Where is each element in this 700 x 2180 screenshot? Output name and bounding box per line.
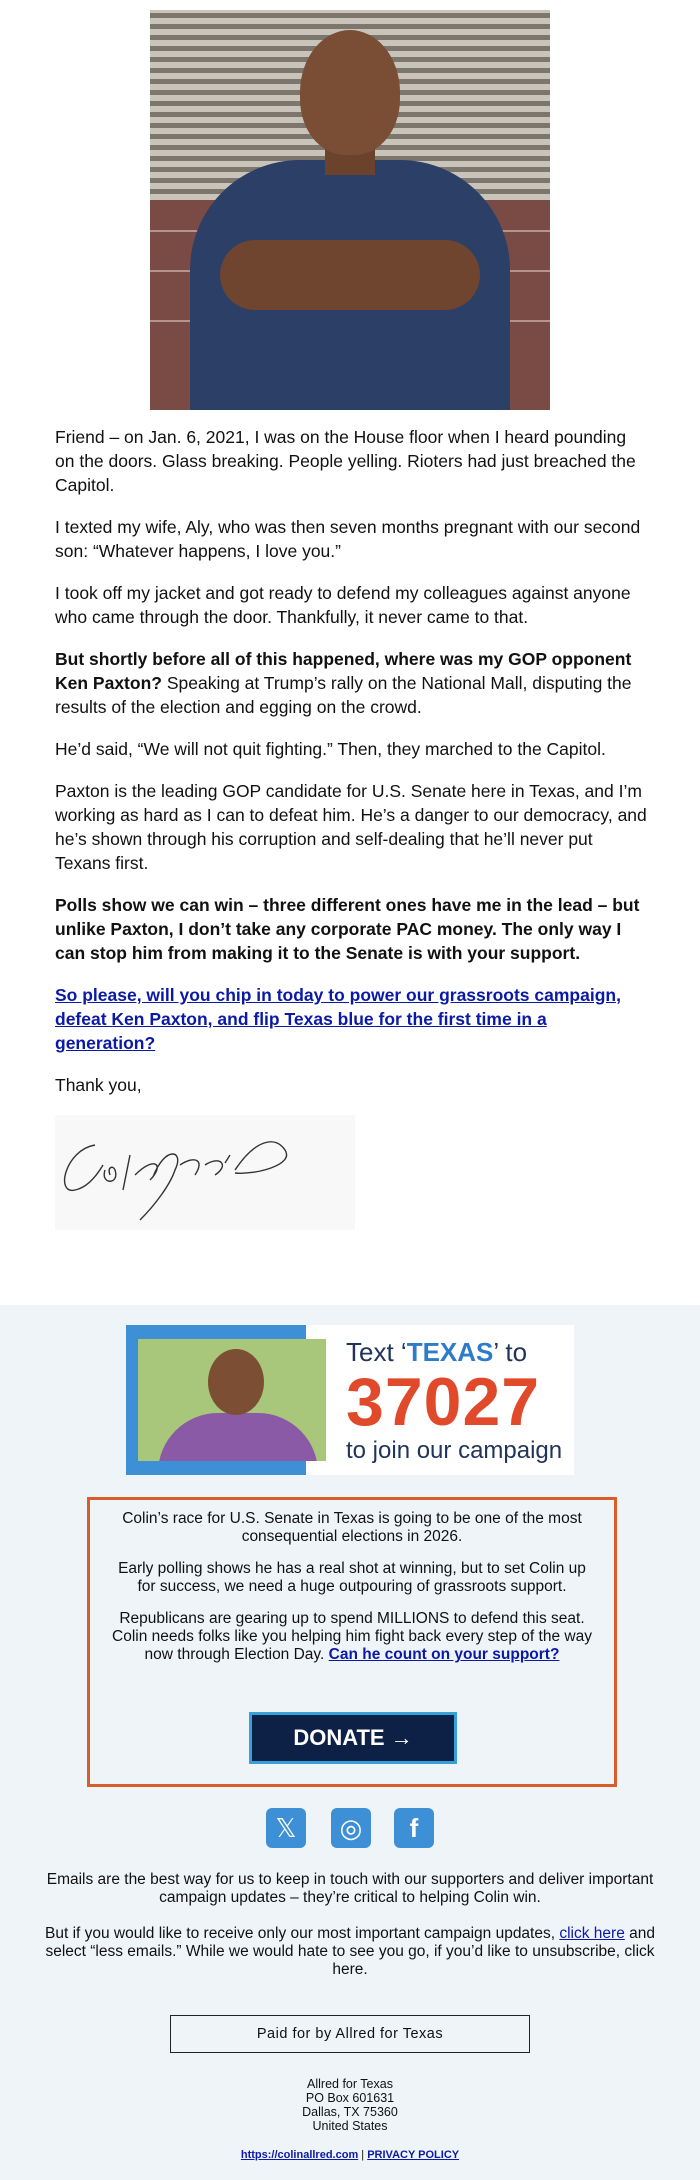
paragraph-text: Speaking at Trump’s rally on the National Mall, disputing the results of the election and egging on the crowd. bbox=[55, 673, 632, 717]
paragraph-text: I texted my wife, Aly, who was then seven months pregnant with our second son: “Whatever happens, I love you.” bbox=[55, 517, 641, 561]
text-to-join-banner[interactable] bbox=[126, 1325, 574, 1475]
paragraph-4 bbox=[55, 647, 647, 719]
address-line: Dallas, TX 75360 bbox=[302, 2105, 398, 2119]
closing: Thank you, bbox=[55, 1075, 142, 1095]
appeal-paragraph-1: Colin’s race for U.S. Senate in Texas is going to be one of the most consequential elections in 2026. bbox=[122, 1510, 582, 1545]
unsub-text-pre: But if you would like to receive only our most important campaign updates, bbox=[45, 1925, 560, 1942]
donate-button[interactable]: DONATE → bbox=[249, 1712, 457, 1764]
support-link[interactable]: Can he count on your support? bbox=[328, 1646, 560, 1663]
paragraph-text: I took off my jacket and got ready to defend my colleagues against anyone who came through the door. Thankfully, it never came to that. bbox=[55, 583, 631, 627]
photo-person-head bbox=[300, 30, 400, 155]
address-line: Allred for Texas bbox=[307, 2077, 393, 2091]
cta-paragraph bbox=[55, 983, 647, 1055]
address-line: PO Box 601631 bbox=[305, 2091, 395, 2105]
email-content bbox=[55, 425, 647, 1230]
less-emails-link[interactable]: click here bbox=[559, 1925, 625, 1942]
paragraph-text: Paxton is the leading GOP candidate for U.S. Senate here in Texas, and I’m working as hard as I can to defeat him. He’s a danger to our democracy, and he’s shown through his corruption and self-dealing that he’ll never put Texans first. bbox=[55, 781, 647, 873]
paragraph-7 bbox=[55, 893, 647, 965]
banner-tagline: to join our campaign bbox=[346, 1437, 563, 1464]
signature-image bbox=[55, 1115, 355, 1230]
social-links bbox=[266, 1808, 436, 1850]
instagram-icon[interactable]: ◎ bbox=[331, 1808, 371, 1848]
paragraph-bold: Polls show we can win – three different ones have me in the lead – but unlike Paxton, I don’t take any corporate PAC money. The only way I can stop him from making it to the Senate is with your support. bbox=[55, 895, 640, 963]
banner-photo bbox=[138, 1339, 326, 1461]
emails-notice: Emails are the best way for us to keep in touch with our supporters and deliver important campaign updates – they’re critical to helping Colin win. bbox=[46, 1871, 654, 1906]
paragraph-5 bbox=[55, 737, 647, 761]
paragraph-text: Friend – on Jan. 6, 2021, I was on the House floor when I heard pounding on the doors. Glass breaking. People yelling. Rioters had just breached the Capitol. bbox=[55, 427, 636, 495]
signature-icon bbox=[55, 1115, 355, 1230]
address-line: United States bbox=[312, 2119, 388, 2133]
paragraph-bold: But shortly before all of this happened, where was my GOP opponent Ken Paxton? bbox=[55, 649, 632, 693]
paragraph-3 bbox=[55, 581, 647, 629]
paragraph-6 bbox=[55, 779, 647, 875]
unsub-text-post: and select “less emails.” While we would hate to see you go, if you’d like to unsubscribe, click here. bbox=[45, 1925, 655, 1978]
email-footer bbox=[0, 1305, 700, 2180]
banner-text-post: ’ to bbox=[493, 1337, 528, 1367]
banner-photo-head bbox=[208, 1349, 264, 1415]
photo-person-arms bbox=[220, 240, 480, 310]
banner-keyword: TEXAS bbox=[406, 1337, 494, 1367]
donation-appeal-box bbox=[87, 1497, 617, 1787]
x-icon[interactable]: 𝕏 bbox=[266, 1808, 306, 1848]
appeal-text: Republicans are gearing up to spend MILLIONS to defend this seat. Colin needs folks like you helping him fight back every step of the way now through Election Day. bbox=[112, 1610, 592, 1663]
paid-for-disclaimer: Paid for by Allred for Texas bbox=[170, 2015, 530, 2053]
unsubscribe-notice bbox=[40, 1925, 660, 1979]
appeal-paragraph-3 bbox=[108, 1610, 596, 1664]
website-link[interactable]: https://colinallred.com bbox=[240, 2149, 359, 2161]
facebook-icon[interactable]: f bbox=[394, 1808, 434, 1848]
appeal-paragraph-2: Early polling shows he has a real shot at winning, but to set Colin up for success, we need a huge outpouring of grassroots support. bbox=[118, 1560, 586, 1595]
paragraph-text: He’d said, “We will not quit fighting.” Then, they marched to the Capitol. bbox=[55, 739, 606, 759]
cta-donate-link[interactable]: So please, will you chip in today to power our grassroots campaign, defeat Ken Paxton, and flip Texas blue for the first time in a generation? bbox=[55, 985, 621, 1053]
footer-links bbox=[0, 2149, 700, 2161]
hero-photo bbox=[150, 10, 550, 410]
privacy-policy-link[interactable]: PRIVACY POLICY bbox=[367, 2149, 460, 2161]
banner-shortcode: 37027 bbox=[346, 1364, 541, 1440]
paragraph-2 bbox=[55, 515, 647, 563]
banner-text-pre: Text ‘ bbox=[346, 1337, 407, 1367]
paragraph-1 bbox=[55, 425, 647, 497]
link-separator: | bbox=[358, 2149, 368, 2161]
banner-photo-body bbox=[158, 1413, 318, 1461]
